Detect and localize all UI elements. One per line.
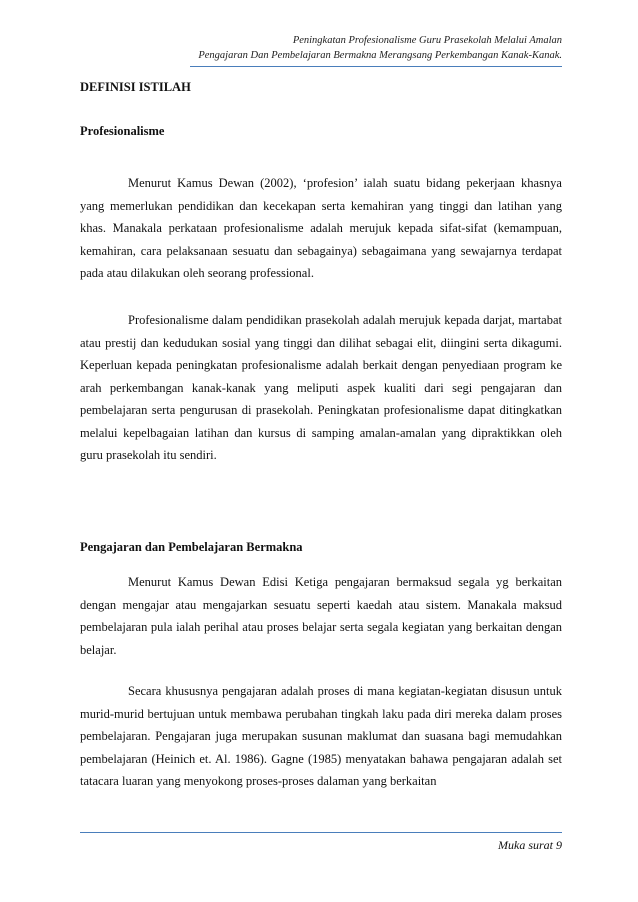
header-line-2: Pengajaran Dan Pembelajaran Bermakna Merangsang Perkembangan Kanak-Kanak. xyxy=(198,50,562,61)
section-title-definisi: DEFINISI ISTILAH xyxy=(80,80,191,94)
page-number: Muka surat 9 xyxy=(498,838,562,852)
subsection-title-profesionalisme: Profesionalisme xyxy=(80,124,165,138)
header-divider xyxy=(190,66,562,67)
header-line-1: Peningkatan Profesionalisme Guru Prasekolah Melalui Amalan xyxy=(292,35,562,46)
footer-divider xyxy=(80,832,562,833)
running-header xyxy=(80,33,562,63)
paragraph-profesionalisme-2: Profesionalisme dalam pendidikan prasekolah adalah merujuk kepada darjat, martabat atau prestij dan kedudukan sosial yang tinggi dan dilihat sebagai elit, diingini serta dikagumi. Keperluan kepada peningkatan profesionalisme adalah berkait dengan penyediaan program ke arah perkembangan kanak-kanak yang meliputi aspek kualiti dari segi pengajaran dan pembelajaran serta pengurusan di prasekolah. Peningkatan profesionalisme dapat ditingkatkan melalui kepelbagaian latihan dan kursus di samping amalan-amalan yang dipraktikkan oleh guru prasekolah itu sendiri. xyxy=(80,313,562,462)
paragraph-pengajaran-2: Secara khususnya pengajaran adalah proses di mana kegiatan-kegiatan disusun untuk murid-murid bertujuan untuk membawa perubahan tingkah laku pada diri mereka dalam proses pembelajaran. Pengajaran juga merupakan susunan maklumat dan suasana bagi memudahkan pembelajaran (Heinich et. Al. 1986). Gagne (1985) menyatakan bahawa pengajaran adalah set tatacara luaran yang menyokong proses-proses dalaman yang berkaitan xyxy=(80,684,562,788)
paragraph-profesionalisme-1: Menurut Kamus Dewan (2002), ‘profesion’ ialah suatu bidang pekerjaan khasnya yang memerlukan pendidikan dan kecekapan serta kemahiran yang tinggi dan latihan yang khas. Manakala perkataan profesionalisme adalah merujuk kepada sifat-sifat (kemampuan, kemahiran, cara pelaksanaan sesuatu dan sebagainya) sebagaimana yang sewajarnya terdapat pada atau dilakukan oleh seorang professional. xyxy=(80,176,562,280)
paragraph-pengajaran-1: Menurut Kamus Dewan Edisi Ketiga pengajaran bermaksud segala yg berkaitan dengan mengajar atau mengajarkan sesuatu seperti kaedah atau sistem. Manakala maksud pembelajaran pula ialah perihal atau proses belajar serta segala kegiatan yang berkaitan dengan belajar. xyxy=(80,575,562,657)
subsection-title-pengajaran: Pengajaran dan Pembelajaran Bermakna xyxy=(80,540,303,554)
